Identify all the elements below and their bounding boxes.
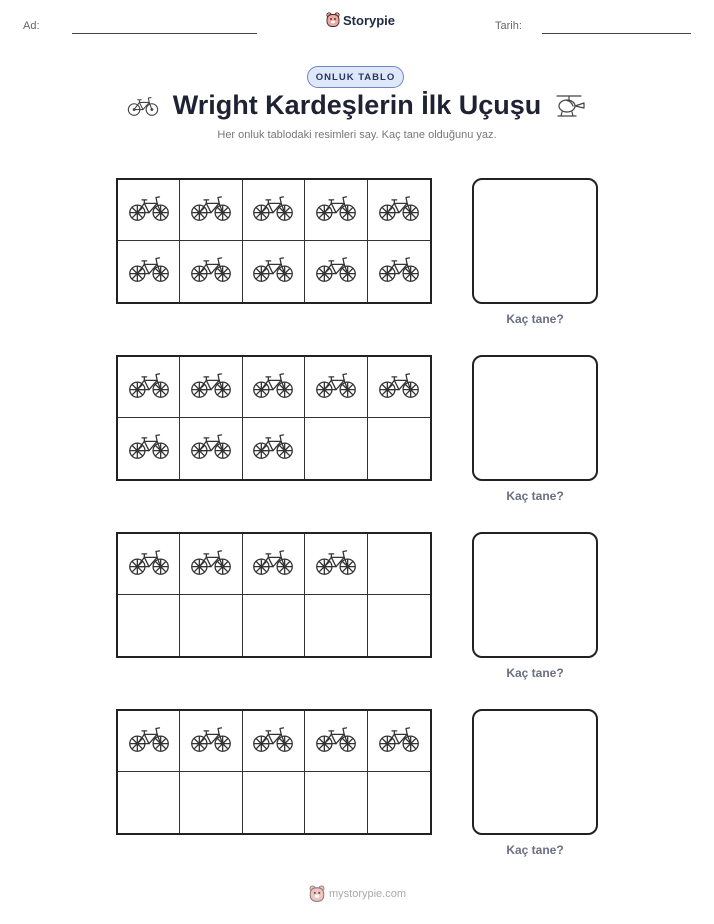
ten-frame-cell xyxy=(368,180,430,241)
ten-frame-cell xyxy=(368,357,430,418)
ten-frame-2 xyxy=(116,355,432,481)
bicycle-icon xyxy=(315,548,357,581)
bicycle-icon xyxy=(252,371,294,404)
bicycle-icon xyxy=(378,371,420,404)
ten-frame-cell xyxy=(118,180,180,241)
date-label: Tarih: xyxy=(495,20,522,32)
bicycle-icon xyxy=(190,371,232,404)
ten-frame-cell xyxy=(180,180,242,241)
ten-frame-cell xyxy=(243,357,305,418)
bear-logo-icon xyxy=(326,12,340,28)
name-label: Ad: xyxy=(23,20,40,32)
helicopter-icon xyxy=(553,92,587,122)
bicycle-icon xyxy=(190,432,232,465)
ten-frame-3 xyxy=(116,532,432,658)
answer-box-4[interactable] xyxy=(472,709,598,835)
worksheet-type-badge: ONLUK TABLO xyxy=(307,66,404,88)
ten-frame-cell xyxy=(243,418,305,479)
page-title: Wright Kardeşlerin İlk Uçuşu xyxy=(172,90,542,120)
ten-frame-cell xyxy=(305,595,367,656)
bicycle-icon xyxy=(315,725,357,758)
instructions: Her onluk tablodaki resimleri say. Kaç tane olduğunu yaz. xyxy=(217,129,497,141)
ten-frame-cell xyxy=(305,711,367,772)
ten-frame-cell xyxy=(368,772,430,833)
ten-frame-cell xyxy=(305,772,367,833)
bicycle-icon xyxy=(190,548,232,581)
answer-label-2: Kaç tane? xyxy=(506,489,564,503)
bicycle-icon xyxy=(252,548,294,581)
bicycle-icon xyxy=(190,725,232,758)
bicycle-icon xyxy=(252,194,294,227)
bicycle-icon xyxy=(378,255,420,288)
bicycle-icon xyxy=(128,255,170,288)
answer-label-3: Kaç tane? xyxy=(506,666,564,680)
ten-frame-cell xyxy=(180,772,242,833)
ten-frame-cell xyxy=(305,241,367,302)
ten-frame-cell xyxy=(243,595,305,656)
bicycle-icon xyxy=(128,432,170,465)
brand-name: Storypie xyxy=(343,12,396,28)
ten-frame-cell xyxy=(118,772,180,833)
ten-frame-cell xyxy=(368,241,430,302)
ten-frame-cell xyxy=(118,418,180,479)
bicycle-icon xyxy=(252,255,294,288)
ten-frame-cell xyxy=(243,180,305,241)
ten-frame-cell xyxy=(368,418,430,479)
ten-frame-cell xyxy=(180,711,242,772)
bicycle-icon xyxy=(190,255,232,288)
bicycle-icon xyxy=(315,194,357,227)
bicycle-icon xyxy=(190,194,232,227)
name-line[interactable] xyxy=(72,33,257,34)
ten-frame-cell xyxy=(180,534,242,595)
ten-frame-cell xyxy=(305,180,367,241)
answer-label-1: Kaç tane? xyxy=(506,312,564,326)
bear-logo-icon xyxy=(309,885,325,903)
bicycle-icon xyxy=(315,371,357,404)
ten-frame-cell xyxy=(180,357,242,418)
answer-box-2[interactable] xyxy=(472,355,598,481)
ten-frame-cell xyxy=(243,711,305,772)
ten-frame-cell xyxy=(305,534,367,595)
ten-frame-cell xyxy=(118,595,180,656)
ten-frame-cell xyxy=(243,241,305,302)
bicycle-icon xyxy=(252,432,294,465)
footer-url: mystorypie.com xyxy=(329,888,407,900)
ten-frame-cell xyxy=(368,534,430,595)
bicycle-icon xyxy=(128,194,170,227)
bicycle-icon xyxy=(378,725,420,758)
ten-frame-4 xyxy=(116,709,432,835)
brand-logo xyxy=(326,12,395,28)
ten-frame-cell xyxy=(305,357,367,418)
ten-frame-cell xyxy=(243,772,305,833)
ten-frame-1 xyxy=(116,178,432,304)
ten-frame-cell xyxy=(368,711,430,772)
answer-box-1[interactable] xyxy=(472,178,598,304)
bicycle-icon xyxy=(252,725,294,758)
ten-frame-cell xyxy=(118,534,180,595)
ten-frame-cell xyxy=(305,418,367,479)
bicycle-icon xyxy=(128,548,170,581)
bicycle-icon xyxy=(378,194,420,227)
ten-frame-cell xyxy=(180,241,242,302)
ten-frame-cell xyxy=(118,711,180,772)
bicycle-icon xyxy=(128,725,170,758)
ten-frame-cell xyxy=(118,241,180,302)
answer-box-3[interactable] xyxy=(472,532,598,658)
ten-frame-cell xyxy=(180,418,242,479)
date-line[interactable] xyxy=(542,33,691,34)
ten-frame-cell xyxy=(118,357,180,418)
bicycle-icon xyxy=(315,255,357,288)
bicycle-icon xyxy=(128,371,170,404)
ten-frame-cell xyxy=(368,595,430,656)
ten-frame-cell xyxy=(180,595,242,656)
answer-label-4: Kaç tane? xyxy=(506,843,564,857)
ten-frame-cell xyxy=(243,534,305,595)
footer xyxy=(309,885,406,903)
